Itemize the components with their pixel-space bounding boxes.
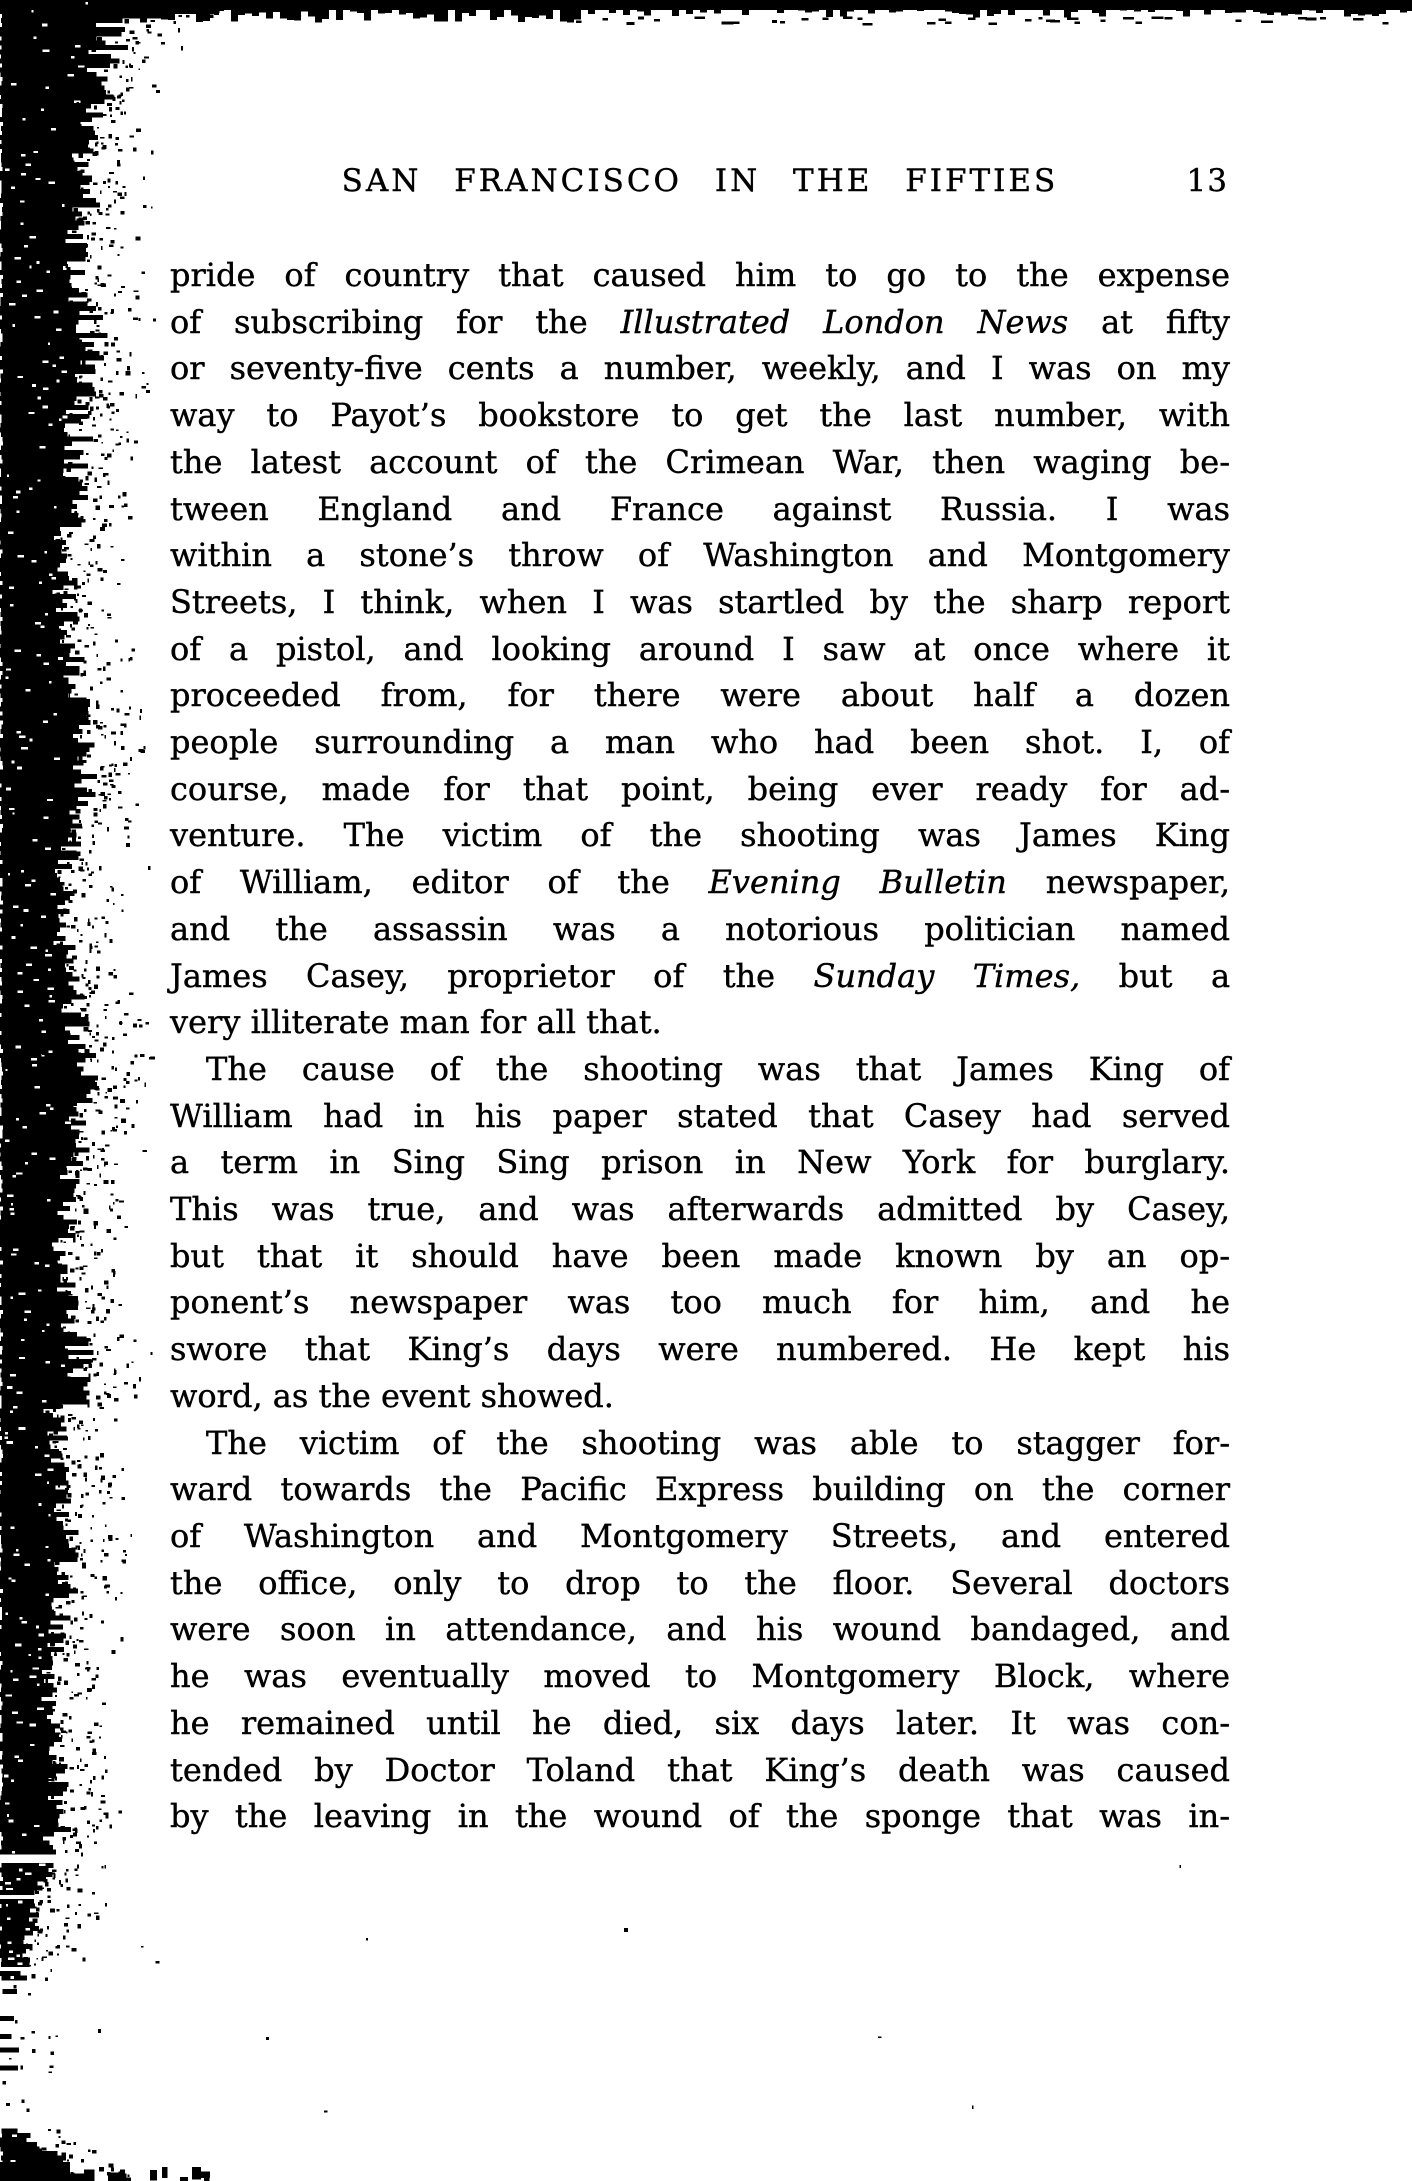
text-segment: of a pistol, and looking around I saw at once where it (170, 629, 1230, 668)
text-segment: pride of country that caused him to go to the expense (170, 256, 1230, 294)
text-line (170, 299, 1230, 346)
text-line (170, 1466, 1230, 1513)
text-segment: William had in his paper stated that Casey had served (170, 1096, 1230, 1135)
text-line (170, 392, 1230, 439)
text-line (170, 766, 1230, 813)
text-segment: Illustrated London News (620, 302, 1069, 341)
text-segment: the office, only to drop to the floor. Several doctors (170, 1563, 1230, 1602)
text-segment: the latest account of the Crimean War, then waging be- (170, 442, 1230, 481)
text-segment: of subscribing for the (170, 302, 621, 341)
text-segment: James Casey, proprietor of the (170, 956, 814, 995)
text-segment: people surrounding a man who had been shot. I, of (170, 723, 1230, 762)
text-segment: he remained until he died, six days later. It was con- (170, 1703, 1230, 1742)
text-segment: were soon in attendance, and his wound bandaged, and (170, 1610, 1230, 1649)
text-segment: but a (1080, 956, 1231, 995)
text-line (170, 1279, 1230, 1326)
text-line (170, 953, 1230, 1000)
text-line (170, 719, 1230, 766)
text-segment: ward towards the Pacific Express building on the corner (170, 1470, 1230, 1509)
text-line (170, 1606, 1230, 1653)
text-segment: by the leaving in the wound of the sponge that was in- (170, 1797, 1230, 1836)
text-segment: Sunday Times, (813, 956, 1081, 995)
text-line (170, 1046, 1230, 1093)
text-segment: word, as the event showed. (170, 1376, 614, 1415)
text-segment: swore that King’s days were numbered. He kept his (170, 1330, 1230, 1369)
text-segment: at fifty (1068, 302, 1231, 341)
text-line (170, 345, 1230, 392)
text-line (170, 1700, 1230, 1747)
text-segment: way to Payot’s bookstore to get the last number, with (170, 396, 1230, 435)
text-line (170, 1373, 1230, 1420)
text-line (170, 1093, 1230, 1140)
text-segment: venture. The victim of the shooting was James King (170, 816, 1230, 855)
page-header (170, 160, 1230, 202)
text-segment: proceeded from, for there were about half a dozen (170, 676, 1230, 715)
text-segment: very illiterate man for all that. (170, 1003, 662, 1042)
text-line (170, 486, 1230, 533)
text-line (170, 1793, 1230, 1840)
text-segment: Evening Bulletin (708, 863, 1007, 902)
text-line (170, 1233, 1230, 1280)
text-segment: This was true, and was afterwards admitted by Casey, (170, 1190, 1230, 1229)
text-line (170, 1653, 1230, 1700)
text-line (170, 859, 1230, 906)
text-line (170, 1326, 1230, 1373)
text-segment: but that it should have been made known by an op- (170, 1236, 1230, 1275)
text-line (170, 906, 1230, 953)
page-number: 13 (1186, 163, 1228, 199)
text-segment: and the assassin was a notorious politician named (170, 909, 1230, 948)
text-segment: he was eventually moved to Montgomery Block, where (170, 1657, 1230, 1696)
text-line (170, 1186, 1230, 1233)
text-line (170, 579, 1230, 626)
text-line (170, 1420, 1230, 1467)
text-segment: The cause of the shooting was that James King of (206, 1049, 1230, 1088)
text-segment: or seventy-five cents a number, weekly, and I was on my (170, 349, 1230, 388)
paragraph (170, 1046, 1230, 1420)
paragraph (170, 252, 1230, 1046)
page-body (170, 252, 1230, 1840)
text-segment: a term in Sing Sing prison in New York for burglary. (170, 1143, 1230, 1182)
text-segment: within a stone’s throw of Washington and Montgomery (170, 536, 1230, 575)
text-line (170, 672, 1230, 719)
text-line (170, 1513, 1230, 1560)
text-segment: tended by Doctor Toland that King’s death was caused (170, 1750, 1230, 1789)
text-segment: The victim of the shooting was able to stagger for- (206, 1423, 1230, 1462)
page-content (170, 0, 1230, 1840)
text-line (170, 1139, 1230, 1186)
text-segment: of Washington and Montgomery Streets, and entered (170, 1516, 1230, 1555)
text-line (170, 439, 1230, 486)
text-segment: tween England and France against Russia. I was (170, 489, 1230, 528)
text-segment: of William, editor of the (170, 863, 709, 902)
text-line (170, 252, 1230, 299)
text-segment: course, made for that point, being ever ready for ad- (170, 769, 1230, 808)
text-segment: ponent’s newspaper was too much for him, and he (170, 1283, 1230, 1322)
text-segment: newspaper, (1006, 863, 1231, 902)
text-segment: Streets, I think, when I was startled by the sharp report (170, 582, 1230, 621)
paragraph (170, 1420, 1230, 1840)
text-line (170, 999, 1230, 1046)
running-title: SAN FRANCISCO IN THE FIFTIES (341, 163, 1059, 199)
text-line (170, 1747, 1230, 1794)
text-line (170, 1560, 1230, 1607)
text-line (170, 626, 1230, 673)
text-line (170, 532, 1230, 579)
text-line (170, 812, 1230, 859)
